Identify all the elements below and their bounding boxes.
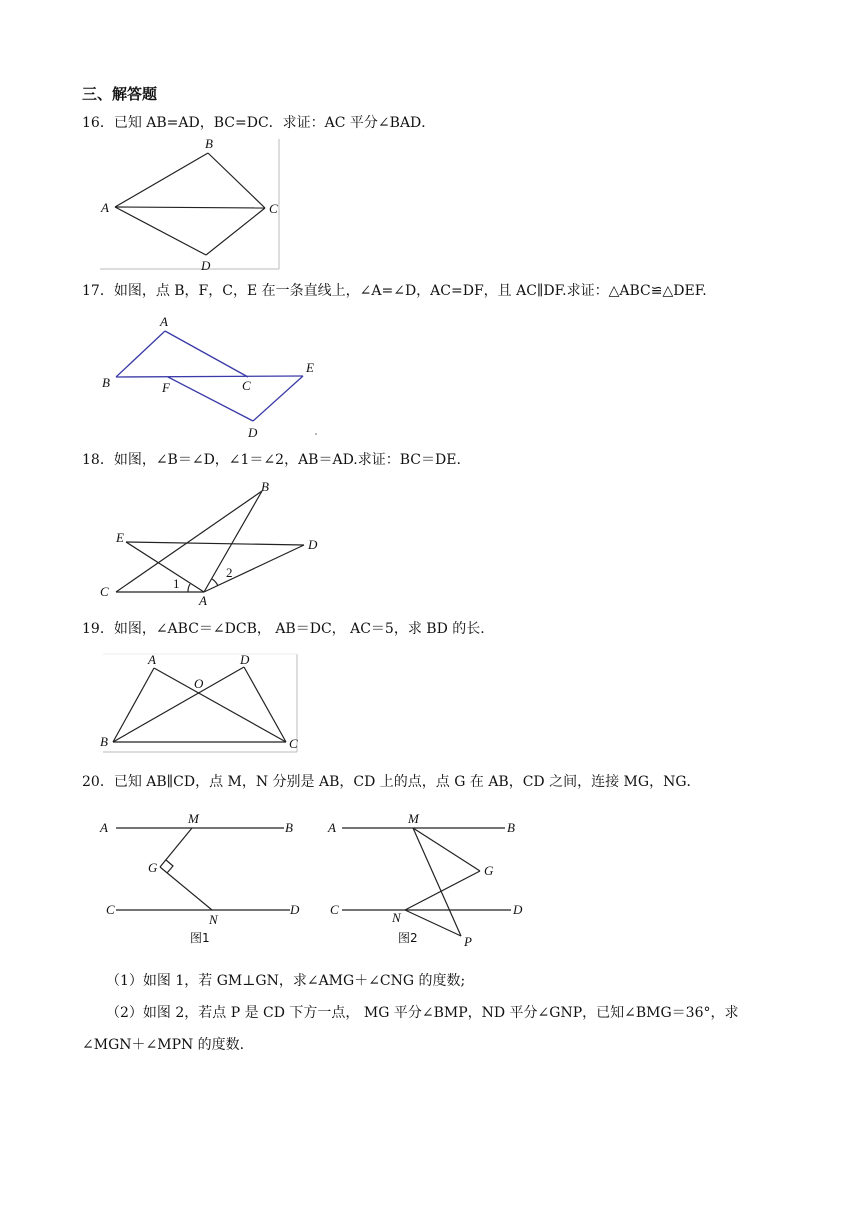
label-N: N (209, 912, 218, 927)
label-A: A (160, 314, 168, 329)
question-20-text: 20．已知 AB∥CD，点 M，N 分别是 AB，CD 上的点，点 G 在 AB，CD 之间，连接 MG，NG． (82, 774, 701, 790)
label-E: E (306, 360, 314, 375)
question-19-figure (98, 650, 303, 755)
question-16-figure (95, 135, 285, 275)
question-20-part-2-line-1: （2）如图 2，若点 P 是 CD 下方一点， MG 平分∠BMP，ND 平分∠GNP，已知∠BMG＝36°，求 (106, 1005, 739, 1021)
label-B: B (100, 734, 108, 749)
label-A: A (199, 593, 207, 608)
label-P: P (464, 934, 472, 949)
label-D: D (308, 537, 318, 552)
label-C: C (330, 902, 339, 917)
label-angle-1: 1 (173, 576, 180, 591)
label-D: D (248, 425, 258, 440)
label-B: B (507, 820, 515, 835)
label-C: C (100, 584, 109, 599)
label-G: G (484, 863, 494, 878)
label-F: F (162, 380, 170, 395)
label-D: D (513, 902, 523, 917)
label-A: A (328, 820, 336, 835)
label-A: A (148, 652, 156, 667)
label-D: D (290, 902, 300, 917)
label-B: B (205, 136, 213, 151)
label-angle-2: 2 (226, 565, 233, 580)
question-20-figure-1 (98, 810, 313, 950)
section-title: 三、解答题 (82, 85, 158, 103)
figure-2-caption: 图2 (398, 931, 418, 945)
label-M: M (188, 811, 199, 826)
label-A: A (100, 820, 108, 835)
label-B: B (285, 820, 293, 835)
question-19-text: 19．如图，∠ABC＝∠DCB， AB＝DC， AC＝5，求 BD 的长. (82, 621, 485, 637)
question-17-figure (98, 308, 328, 443)
label-E: E (116, 530, 124, 545)
figure-1-caption: 图1 (190, 931, 210, 945)
label-M: M (408, 811, 419, 826)
question-20-part-2-line-2: ∠MGN＋∠MPN 的度数. (82, 1037, 245, 1053)
label-A: A (101, 200, 109, 215)
question-18-figure (98, 478, 328, 608)
label-C: C (289, 736, 298, 751)
label-C: C (242, 378, 251, 393)
label-D: D (201, 258, 211, 273)
question-16-text: 16．已知 AB=AD，BC=DC．求证：AC 平分∠BAD． (82, 115, 436, 131)
label-O: O (194, 676, 204, 691)
question-20-figure-2 (325, 810, 535, 950)
question-18-text: 18．如图，∠B＝∠D，∠1＝∠2，AB＝AD.求证：BC＝DE. (82, 452, 461, 468)
label-C: C (106, 902, 115, 917)
label-B: B (261, 479, 269, 494)
question-20-part-1: （1）如图 1，若 GM⊥GN，求∠AMG＋∠CNG 的度数; (106, 973, 466, 989)
label-C: C (269, 201, 278, 216)
label-B: B (102, 375, 110, 390)
label-N: N (392, 910, 401, 925)
label-D: D (240, 652, 250, 667)
label-G: G (148, 860, 158, 875)
question-17-text: 17．如图，点 B，F，C，E 在一条直线上，∠A=∠D，AC=DF，且 AC∥DF.求证：△ABC≌△DEF. (82, 283, 707, 299)
